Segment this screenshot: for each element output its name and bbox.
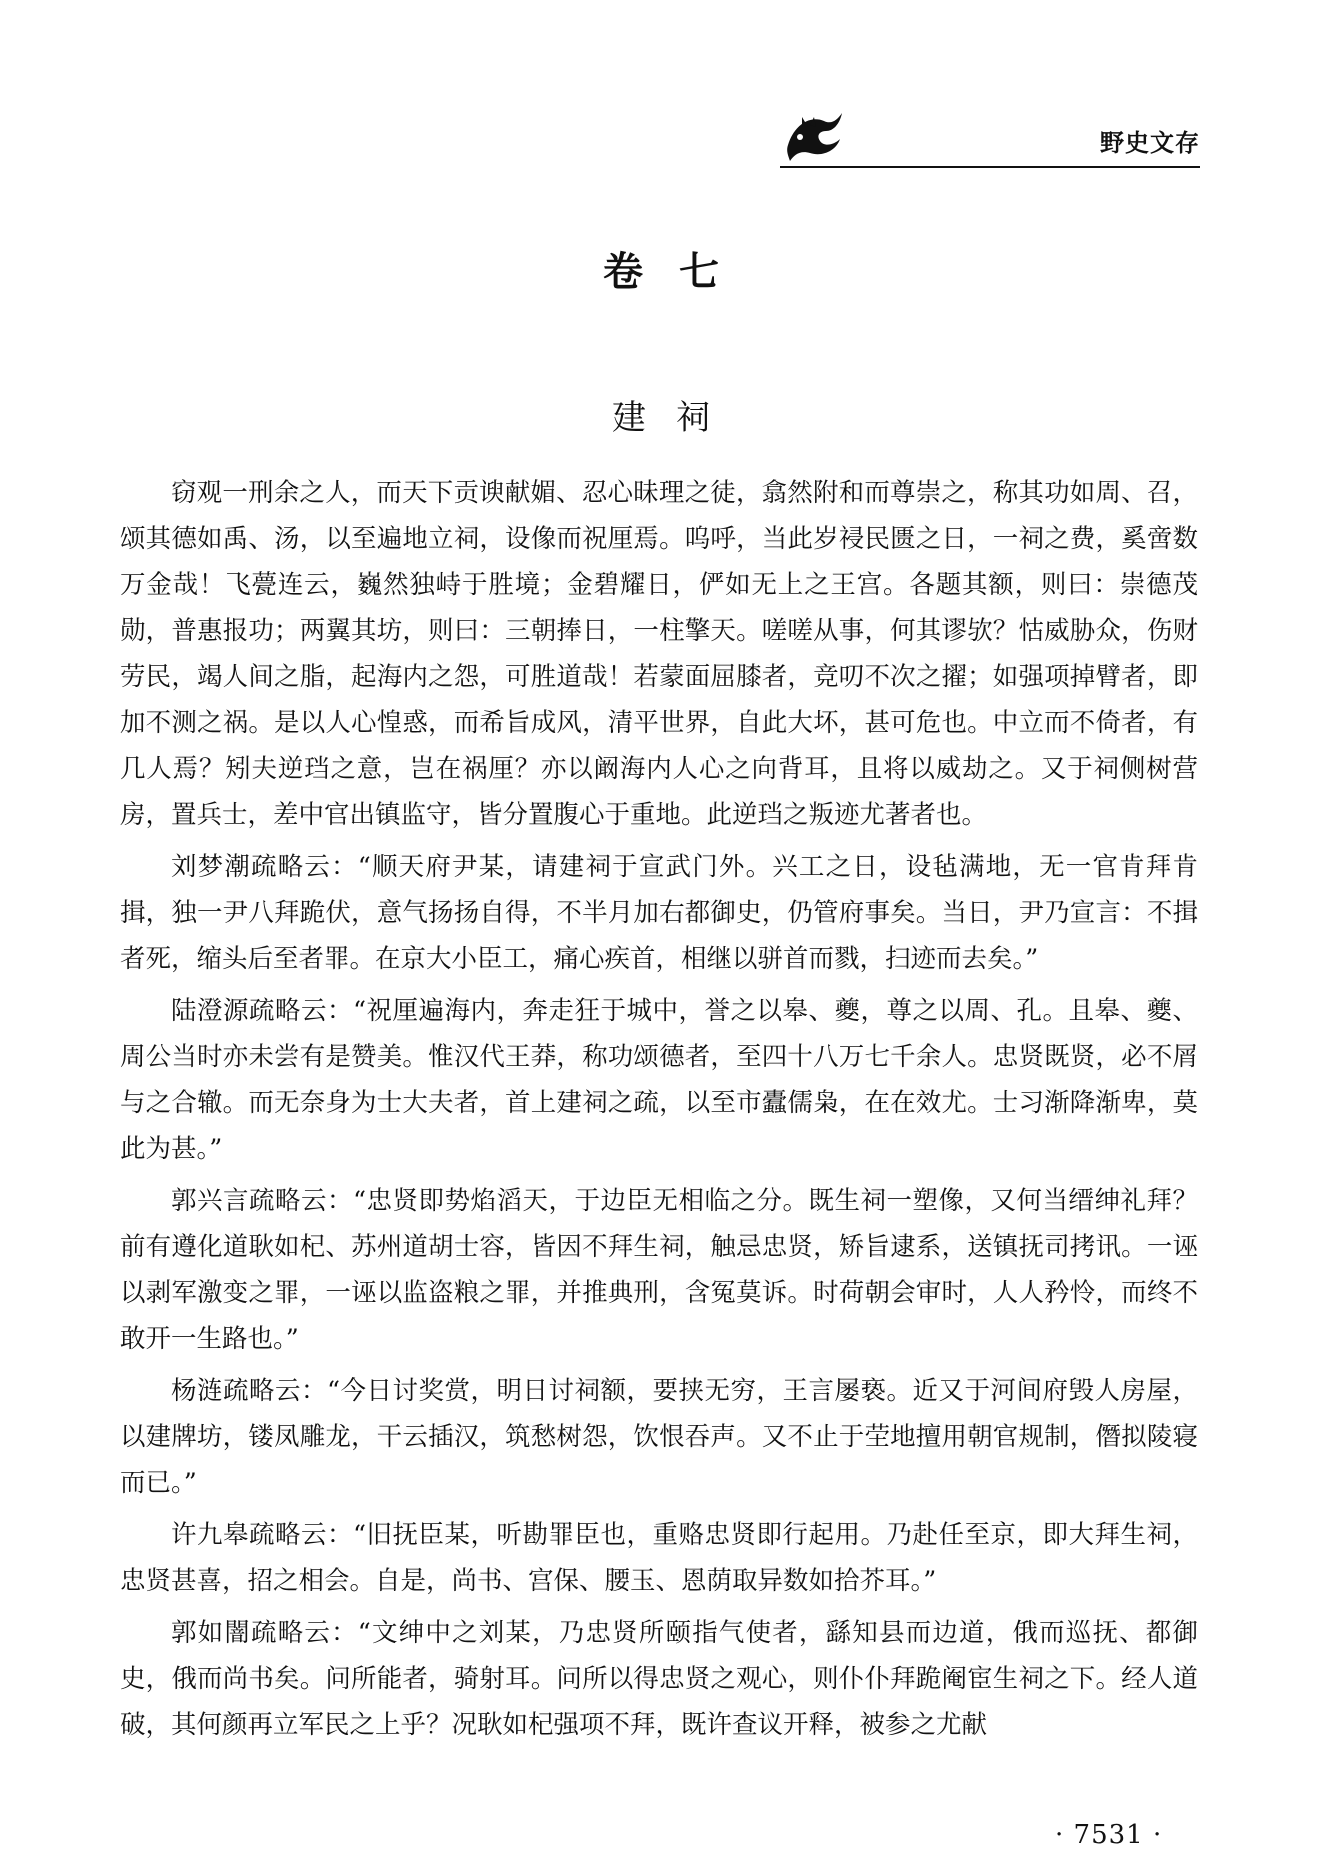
paragraph: 窃观一刑余之人，而天下贡谀献媚、忍心昧理之徒，翕然附和而尊崇之，称其功如周、召，颂其德如禹、汤，以至遍地立祠，设像而祝厘焉。呜呼，当此岁祲民匮之日，一祠之费，奚啻数万金哉！飞甍连云，巍然独峙于胜境；金碧耀日，俨如无上之王宫。各题其额，则曰：崇德茂勋，普惠报功；两翼其坊，则曰：三朝捧日，一柱擎天。嗟嗟从事，何其谬欤？怙威胁众，伤财劳民，竭人间之脂，起海内之怨，可胜道哉！若蒙面屈膝者，竞叨不次之擢；如强项掉臂者，即加不测之祸。是以人心惶惑，而希旨成风，清平世界，自此大坏，甚可危也。中立而不倚者，有几人焉？矧夫逆珰之意，岂在祸厘？亦以阚海内人心之向背耳，且将以威劫之。又于祠侧树营房，置兵士，差中官出镇监守，皆分置腹心于重地。此逆珰之叛迹尤著者也。 [120, 478, 1198, 830]
volume-title: 卷七 [603, 249, 755, 295]
dragon-emblem-icon [780, 105, 850, 165]
paragraph: 杨涟疏略云：“今日讨奖赏，明日讨祠额，要挟无穷，王言屡亵。近又于河间府毁人房屋，以建牌坊，镂凤雕龙，干云插汉，筑愁树怨，饮恨吞声。又不止于茔地擅用朝官规制，僭拟陵寝而已。” [120, 1376, 1198, 1498]
section-title: 建祠 [612, 398, 740, 438]
paragraph: 许九皋疏略云：“旧抚臣某，听勘罪臣也，重赂忠贤即行起用。乃赴任至京，即大拜生祠，忠贤甚喜，招之相会。自是，尚书、宫保、腰玉、恩荫取异数如拾芥耳。” [120, 1520, 1198, 1596]
header-rule [780, 166, 1200, 168]
page-number: · 7531 · [1055, 1820, 1163, 1850]
paragraph: 陆澄源疏略云：“祝厘遍海内，奔走狂于城中，誉之以皋、夔，尊之以周、孔。且皋、夔、周公当时亦未尝有是赞美。惟汉代王莽，称功颂德者，至四十八万七千余人。忠贤既贤，必不屑与之合辙。而无奈身为士大夫者，首上建祠之疏，以至市蠹儒枭，在在效尤。士习渐降渐卑，莫此为甚。” [120, 996, 1198, 1164]
paragraph: 郭如闇疏略云：“文绅中之刘某，乃忠贤所颐指气使者，繇知县而边道，俄而巡抚、都御史，俄而尚书矣。问所能者，骑射耳。问所以得忠贤之观心，则仆仆拜跪阉宦生祠之下。经人道破，其何颜再立军民之上乎？况耿如杞强项不拜，既许查议开释，被参之尤献 [120, 1618, 1198, 1740]
body-text [120, 470, 1198, 1754]
paragraph: 郭兴言疏略云：“忠贤即势焰滔天，于边臣无相临之分。既生祠一塑像，又何当缙绅礼拜？前有遵化道耿如杞、苏州道胡士容，皆因不拜生祠，触忌忠贤，矫旨逮系，送镇抚司拷讯。一诬以剥军激变之罪，一诬以监盗粮之罪，并推典刑，含冤莫诉。时荷朝会审时，人人矜怜，而终不敢开一生路也。” [120, 1186, 1198, 1354]
series-title: 野史文存 [1100, 129, 1200, 157]
paragraph: 刘梦潮疏略云：“顺天府尹某，请建祠于宣武门外。兴工之日，设毡满地，无一官肯拜肯揖，独一尹八拜跪伏，意气扬扬自得，不半月加右都御史，仍管府事矣。当日，尹乃宣言：不揖者死，缩头后至者罪。在京大小臣工，痛心疾首，相继以骈首而戮，扫迹而去矣。” [120, 852, 1198, 974]
running-header [770, 105, 1200, 165]
